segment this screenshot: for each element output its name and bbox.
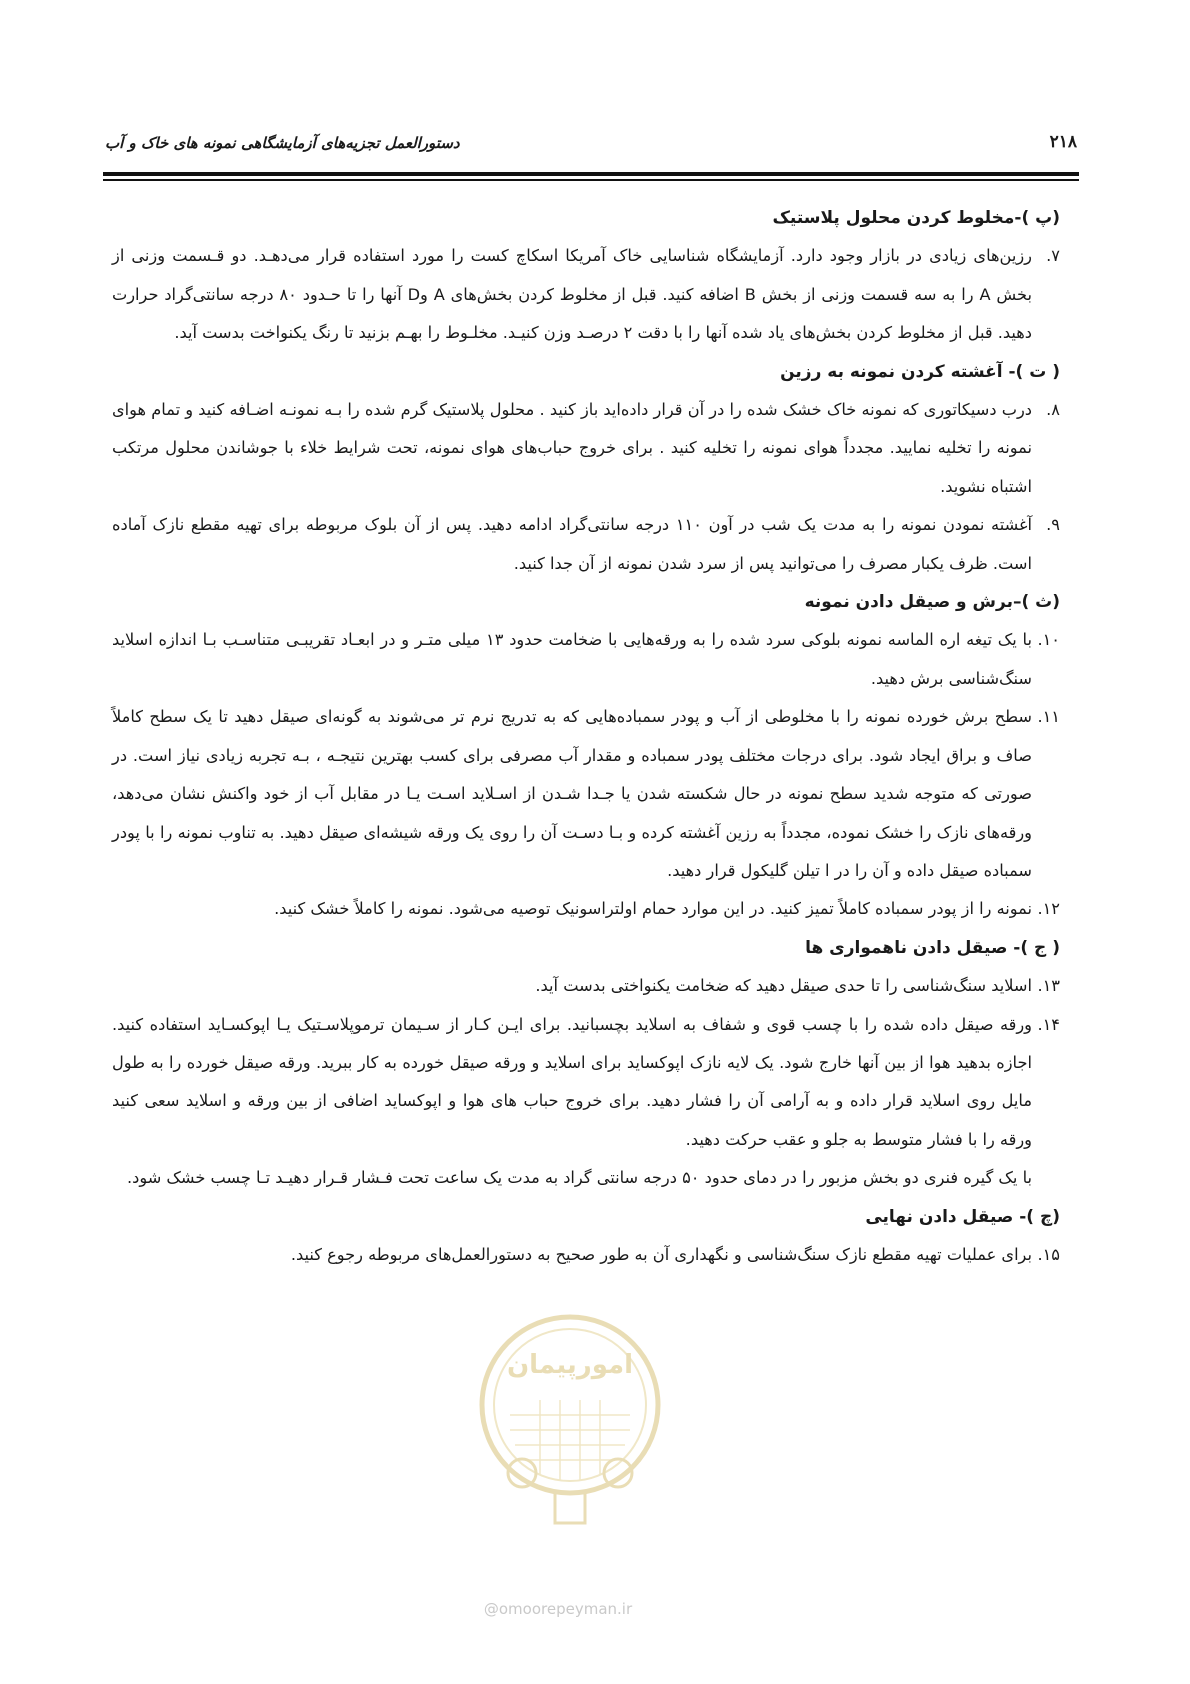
- list-item-13: [112, 967, 1060, 1005]
- item-text: رزین‌های زیادی در بازار وجود دارد. آزمایشگاه شناسایی خاک آمریکا اسکاچ کست را مورد استفاده قرار می‌دهـد. دو قـسمت وزنی از بخش A را به سه قسمت وزنی از بخش B اضافه کنید. قبل از مخلوط کردن بخش‌های A وD آنها را تا حـدود ۸۰ درجه سانتی‌گراد حرارت دهید. قبل از مخلوط کردن بخش‌های یاد شده آنها را با دقت ۲ درصـد وزن کنیـد. مخلـوط را بهـم بزنید تا رنگ یکنواخت بدست آید.: [112, 246, 1032, 343]
- list-item-8: [112, 391, 1060, 506]
- section-heading-ch: (چ )- صیقل دادن نهایی: [865, 1206, 1060, 1227]
- watermark-seal-icon: [470, 1305, 670, 1540]
- list-item-9: [112, 506, 1060, 583]
- item-number: ۱۳.: [1037, 976, 1060, 996]
- section-heading-j: ( ج )- صیقل دادن ناهمواری ها: [805, 937, 1060, 958]
- note-paragraph: با یک گیره فنری دو بخش مزبور را در دمای حدود ۵۰ درجه سانتی گراد به مدت یک ساعت تحت فـشار قـرار دهیـد تـا چسب خشک شود.: [126, 1168, 1032, 1188]
- item-number: ۱۲.: [1037, 899, 1060, 919]
- list-item-15: [112, 1236, 1060, 1274]
- list-item-7: [112, 237, 1060, 352]
- item-number: ۱۴.: [1037, 1014, 1060, 1034]
- page-body: [112, 199, 1060, 1274]
- item-text: نمونه را از پودر سمباده کاملاً تمیز کنید. در این موارد حمام اولتراسونیک توصیه می‌شود. نمونه را کاملاً خشک کنید.: [274, 899, 1032, 919]
- item-text: با یک تیغه اره الماسه نمونه بلوکی سرد شده را به ورقه‌هایی با ضخامت حدود ۱۳ میلی متـر و در ابعـاد تقریبـی متناسـب بـا اندازه اسلاید سنگ‌شناسی برش دهید.: [112, 630, 1032, 688]
- running-title: دستورالعمل تجزیه‌های آزمایشگاهی نمونه های خاک و آب: [105, 134, 460, 152]
- item-text: درب دسیکاتوری که نمونه خاک خشک شده را در آن قرار داده‌اید باز کنید . محلول پلاستیک گرم شده را بـه نمونـه اضـافه کنید و تمام هوای نمونه را تخلیه نمایید. مجدداً هوای نمونه را تخلیه کنید . برای خروج حباب‌های هوای نمونه، تحت شرایط خلاء با جوشاندن محلول مرتکب اشتباه نشوید.: [112, 400, 1032, 496]
- item-number: ۱۰.: [1037, 630, 1060, 650]
- list-item-11: [112, 698, 1060, 890]
- section-heading-p: (پ )-مخلوط کردن محلول پلاستیک: [772, 208, 1060, 228]
- section-heading-t: ( ت )- آغشته کردن نمونه به رزین: [780, 361, 1060, 382]
- section-heading-th: (ث )–برش و صیقل دادن نمونه: [804, 592, 1060, 613]
- item-number: ۹.: [1046, 515, 1060, 535]
- list-item-10: [112, 621, 1060, 698]
- item-text: سطح برش خورده نمونه را با مخلوطی از آب و پودر سمباده‌هایی که به تدریج نرم تر می‌شوند به گونه‌ای صیقل دهید تا یک سطح کاملاً صاف و براق ایجاد شود. برای درجات مختلف پودر سمباده و مقدار آب مصرفی برای کسب بهترین نتیجـه ، بـه تجربه زیادی نیاز است. در صورتی که متوجه شدید سطح نمونه در حال شکسته شدن یا جـدا شـدن از اسـلاید اسـت یـا در مقابل آب از خود واکنش نشان می‌دهد، ورقه‌های نازک را خشک نموده، مجدداً به رزین آغشته کرده و بـا دسـت آن را روی یک ورقه شیشه‌ای صیقل دهید. به تناوب نمونه را با پودر سمباده صیقل داده و آن را در ا تیلن گلیکول قرار دهید.: [112, 707, 1032, 880]
- item-text: ورقه صیقل داده شده را با چسب قوی و شفاف به اسلاید بچسبانید. برای ایـن کـار از سـیمان ترموپلاسـتیک یـا اپوکسـاید استفاده کنید. اجازه بدهید هوا از بین آنها خارج شود. یک لایه نازک اپوکساید برای اسلاید و ورقه صیقل خورده به کار ببرید. ورقه صیقل خورده را به طول مایل روی اسلاید قرار داده و به آرامی آن را فشار دهید. برای خروج حباب های هوا و اپوکساید اضافی از بین ورقه و اسلاید سعی کنید ورقه را با فشار متوسط به جلو و عقب حرکت دهید.: [112, 1014, 1032, 1149]
- header-rule-thin: [103, 179, 1079, 181]
- header-rule-thick: [103, 172, 1079, 176]
- page-header: [105, 132, 1077, 160]
- watermark-logo-text: امورپیمان: [506, 1350, 634, 1380]
- item-text: برای عملیات تهیه مقطع نازک سنگ‌شناسی و نگهداری آن به طور صحیح به دستورالعمل‌های مربوطه رجوع کنید.: [290, 1244, 1032, 1264]
- item-number: ۱۵.: [1037, 1244, 1060, 1264]
- item-text: اسلاید سنگ‌شناسی را تا حدی صیقل دهید که ضخامت یکنواختی بدست آید.: [535, 976, 1032, 996]
- watermark-site: @omoorepeyman.ir: [483, 1600, 633, 1618]
- list-item-12: [112, 890, 1060, 928]
- item-number: ۷.: [1046, 246, 1060, 266]
- item-number: ۸.: [1046, 400, 1060, 420]
- watermark-logo: [470, 1305, 670, 1540]
- list-item-14: [112, 1006, 1060, 1160]
- item-text: آغشته نمودن نمونه را به مدت یک شب در آون ۱۱۰ درجه سانتی‌گراد ادامه دهید. پس از آن بلوک مربوطه برای تهیه مقطع نازک آماده است. ظرف یکبار مصرف را می‌توانید پس از سرد شدن نمونه از آن جدا کنید.: [112, 515, 1032, 573]
- item-number: ۱۱.: [1037, 707, 1060, 727]
- page-number: ۲۱۸: [1049, 132, 1077, 152]
